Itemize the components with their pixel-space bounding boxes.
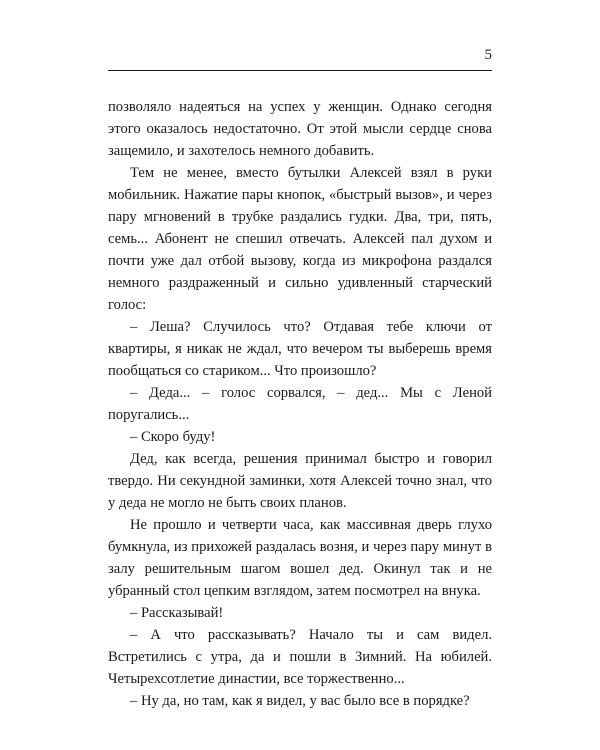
body-text bbox=[108, 96, 492, 712]
paragraph: Тем не менее, вместо бутылки Алексей взял в руки мобильник. Нажатие пары кнопок, «быстрый вызов», и через пару мгновений в трубке раздались гудки. Два, три, пять, семь... Абонент не спешил отвечать. Алексей пал духом и почти уже дал отбой вызову, когда из микрофона раздался немного раздраженный и сильно удивленный старческий голос: bbox=[108, 165, 492, 313]
dialogue-line: – Ну да, но там, как я видел, у вас было все в порядке? bbox=[130, 693, 470, 709]
dialogue-line: – А что рассказывать? Начало ты и сам видел. Встретились с утра, да и пошли в Зимний. На юбилей. Четырехсотлетие династии, все торжественно... bbox=[108, 627, 492, 687]
dialogue-line: – Леша? Случилось что? Отдавая тебе ключи от квартиры, я никак не ждал, что вечером ты выберешь время пообщаться со стариком... Что произошло? bbox=[108, 319, 492, 379]
dialogue-line: – Деда... – голос сорвался, – дед... Мы с Леной поругались... bbox=[108, 385, 492, 423]
paragraph: Дед, как всегда, решения принимал быстро и говорил твердо. Ни секундной заминки, хотя Алексей точно знал, что у деда не могло не быть своих планов. bbox=[108, 451, 492, 511]
paragraph: позволяло надеяться на успех у женщин. Однако сегодня этого оказалось недостаточно. От этой мысли сердце снова защемило, и захотелось немного добавить. bbox=[108, 99, 492, 159]
header-rule bbox=[108, 70, 492, 71]
dialogue-line: – Рассказывай! bbox=[130, 605, 224, 621]
page-number: 5 bbox=[484, 47, 492, 63]
paragraph: Не прошло и четверти часа, как массивная дверь глухо бумкнула, из прихожей раздалась возня, и через пару минут в залу решительным шагом вошел дед. Окинул так и не убранный стол цепким взглядом, затем посмотрел на внука. bbox=[108, 517, 492, 599]
dialogue-line: – Скоро буду! bbox=[130, 429, 216, 445]
